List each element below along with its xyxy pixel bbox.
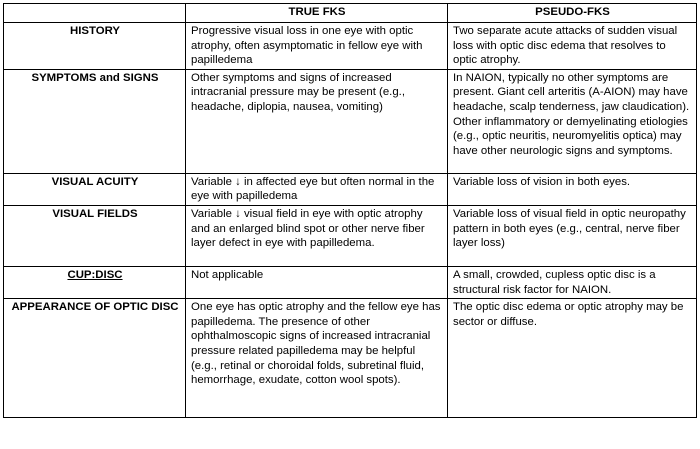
cell-true-fks-visual-acuity: Variable ↓ in affected eye but often normal in the eye with papilledema [186,173,448,205]
cell-true-fks-appearance: One eye has optic atrophy and the fellow eye has papilledema. The presence of other ophthalmoscopic signs of increased intracranial pressure related papilledema may be helpful (e.g., retinal or choroidal folds, subretinal fluid, hemorrhage, exudate, cotton wool spots). [186,299,448,418]
table-row-visual-acuity [4,173,697,205]
cell-pseudo-fks-appearance: The optic disc edema or optic atrophy may be sector or diffuse. [448,299,697,418]
cell-true-fks-cup-disc: Not applicable [186,266,448,298]
row-label-history: HISTORY [4,23,186,70]
header-true-fks: TRUE FKS [186,4,448,23]
row-label-visual-fields: VISUAL FIELDS [4,205,186,266]
cell-pseudo-fks-cup-disc: A small, crowded, cupless optic disc is a structural risk factor for NAION. [448,266,697,298]
comparison-table [3,3,697,418]
table-row-appearance [4,299,697,418]
row-label-cup-disc-text: CUP:DISC [67,268,123,281]
table-row-cup-disc [4,266,697,298]
cell-pseudo-fks-visual-fields: Variable loss of visual field in optic neuropathy pattern in both eyes (e.g., central, nerve fiber layer loss) [448,205,697,266]
header-pseudo-fks: PSEUDO-FKS [448,4,697,23]
header-empty [4,4,186,23]
cell-true-fks-history: Progressive visual loss in one eye with optic atrophy, often asymptomatic in fellow eye with papilledema [186,23,448,70]
row-label-visual-acuity: VISUAL ACUITY [4,173,186,205]
row-label-cup-disc [4,266,186,298]
table-row-visual-fields [4,205,697,266]
row-label-appearance: APPEARANCE OF OPTIC DISC [4,299,186,418]
cell-pseudo-fks-history: Two separate acute attacks of sudden visual loss with optic disc edema that resolves to optic atrophy. [448,23,697,70]
row-label-symptoms: SYMPTOMS and SIGNS [4,69,186,173]
header-row [4,4,697,23]
table-row-symptoms [4,69,697,173]
cell-true-fks-visual-fields: Variable ↓ visual field in eye with optic atrophy and an enlarged blind spot or other nerve fiber layer defect in eye with papilledema. [186,205,448,266]
cell-pseudo-fks-symptoms: In NAION, typically no other symptoms are present. Giant cell arteritis (A-AION) may have headache, scalp tenderness, jaw claudication). Other inflammatory or demyelinating etiologies (e.g., optic neuritis, neuromyelitis optica) may have other neurologic signs and symptoms. [448,69,697,173]
table-row-history [4,23,697,70]
cell-true-fks-symptoms: Other symptoms and signs of increased intracranial pressure may be present (e.g., headache, diplopia, nausea, vomiting) [186,69,448,173]
cell-pseudo-fks-visual-acuity: Variable loss of vision in both eyes. [448,173,697,205]
